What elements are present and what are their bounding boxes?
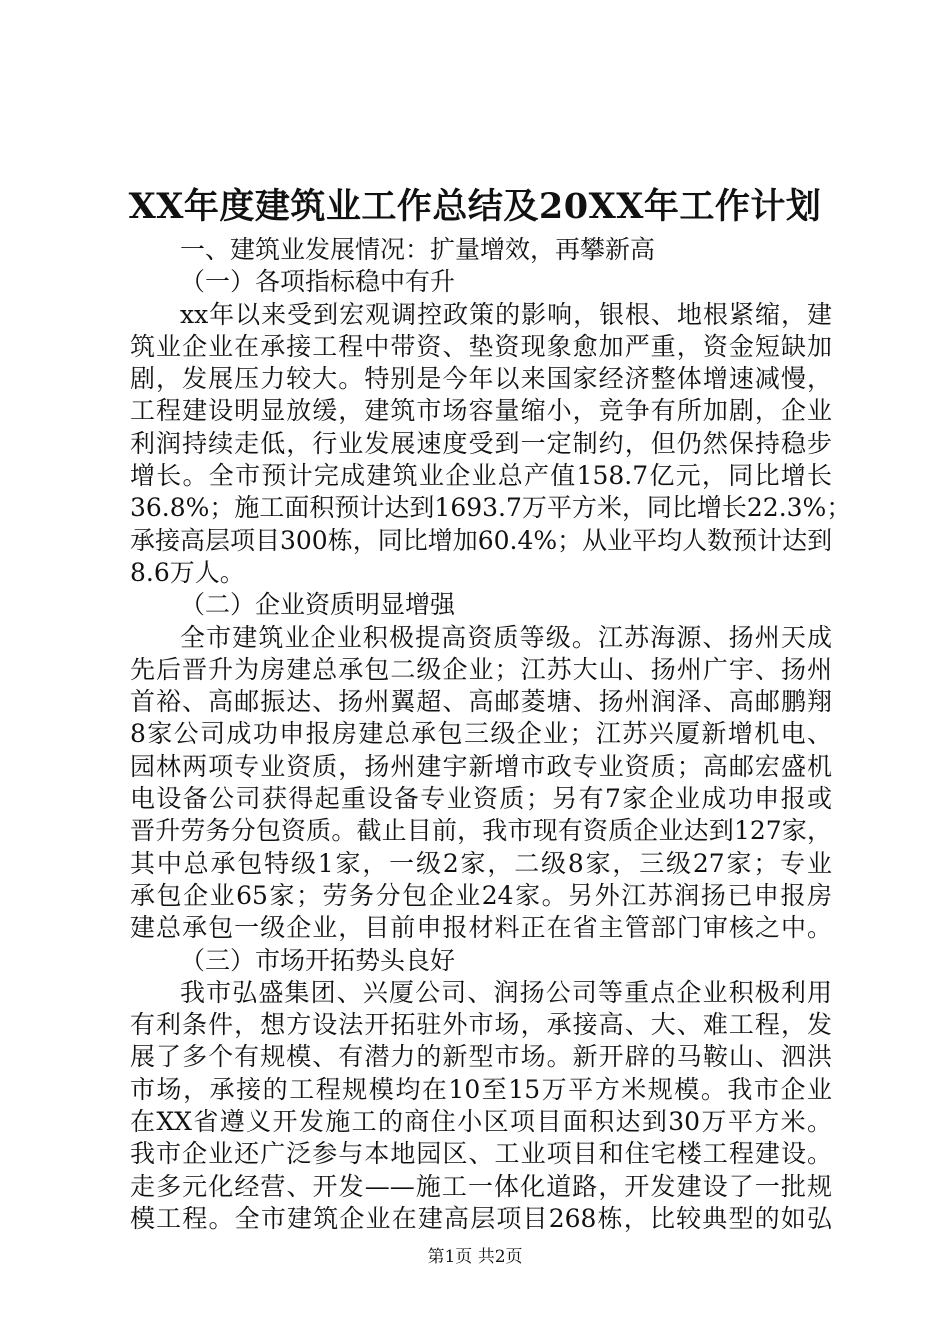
paragraph-line: 利润持续走低，行业发展速度受到一定制约，但仍然保持稳步: [130, 428, 832, 458]
document-body: [130, 234, 852, 1235]
paragraph-line: 我市企业还广泛参与本地园区、工业项目和住宅楼工程建设。: [130, 1139, 832, 1169]
paragraph-line: 承接高层项目300栋，同比增加60.4%；从业平均人数预计达到: [130, 525, 833, 555]
paragraph-line: 其中总承包特级1家，一级2家，二级8家，三级27家；专业: [130, 848, 832, 878]
paragraph-line: 8.6万人。: [130, 557, 245, 587]
paragraph-line: 模工程。全市建筑企业在建高层项目268栋，比较典型的如弘: [130, 1203, 832, 1233]
paragraph-line: 全市建筑业企业积极提高资质等级。江苏海源、扬州天成: [180, 622, 832, 652]
section-heading: （二）企业资质明显增强: [180, 590, 456, 620]
paragraph-line: 走多元化经营、开发——施工一体化道路，开发建设了一批规: [130, 1171, 832, 1201]
section-heading: （一）各项指标稳中有升: [180, 267, 456, 297]
section-heading: 一、建筑业发展情况：扩量增效，再攀新高: [180, 235, 656, 264]
paragraph-line: 承包企业65家；劳务分包企业24家。另外江苏润扬已申报房: [130, 880, 832, 910]
paragraph-line: 首裕、高邮振达、扬州翼超、高邮菱塘、扬州润泽、高邮鹏翔: [130, 687, 832, 717]
paragraph-line: 36.8%；施工面积预计达到1693.7万平方米，同比增长22.3%；: [130, 493, 852, 523]
paragraph-line: 在XX省遵义开发施工的商住小区项目面积达到30万平方米。: [130, 1107, 832, 1137]
paragraph-line: 园林两项专业资质，扬州建宇新增市政专业资质；高邮宏盛机: [130, 751, 832, 781]
paragraph-line: 先后晋升为房建总承包二级企业；江苏大山、扬州广宇、扬州: [130, 654, 832, 684]
section-heading: （三）市场开拓势头良好: [180, 945, 456, 975]
paragraph-line: 晋升劳务分包资质。截止目前，我市现有资质企业达到127家，: [130, 816, 832, 846]
paragraph-line: 我市弘盛集团、兴厦公司、润扬公司等重点企业积极利用: [180, 977, 832, 1007]
paragraph-line: 建总承包一级企业，目前申报材料正在省主管部门审核之中。: [130, 913, 832, 943]
document-title: XX年度建筑业工作总结及20XX年工作计划: [128, 186, 822, 227]
paragraph-line: 增长。全市预计完成建筑业企业总产值158.7亿元，同比增长: [130, 461, 832, 491]
paragraph-line: xx年以来受到宏观调控政策的影响，银根、地根紧缩，建: [180, 299, 832, 329]
paragraph-line: 市场，承接的工程规模均在10至15万平方米规模。我市企业: [130, 1074, 832, 1104]
paragraph-line: 工程建设明显放缓，建筑市场容量缩小，竞争有所加剧，企业: [130, 396, 832, 426]
paragraph-line: 展了多个有规模、有潜力的新型市场。新开辟的马鞍山、泗洪: [130, 1042, 832, 1072]
paragraph-line: 有利条件，想方设法开拓驻外市场，承接高、大、难工程，发: [130, 1010, 832, 1040]
paragraph-line: 筑业企业在承接工程中带资、垫资现象愈加严重，资金短缺加: [130, 331, 832, 361]
page-footer: 第1页 共2页: [427, 1247, 523, 1267]
paragraph-line: 8家公司成功申报房建总承包三级企业；江苏兴厦新增机电、: [130, 719, 832, 749]
paragraph-line: 剧，发展压力较大。特别是今年以来国家经济整体增速减慢，: [130, 364, 832, 394]
paragraph-line: 电设备公司获得起重设备专业资质；另有7家企业成功申报或: [130, 784, 832, 814]
